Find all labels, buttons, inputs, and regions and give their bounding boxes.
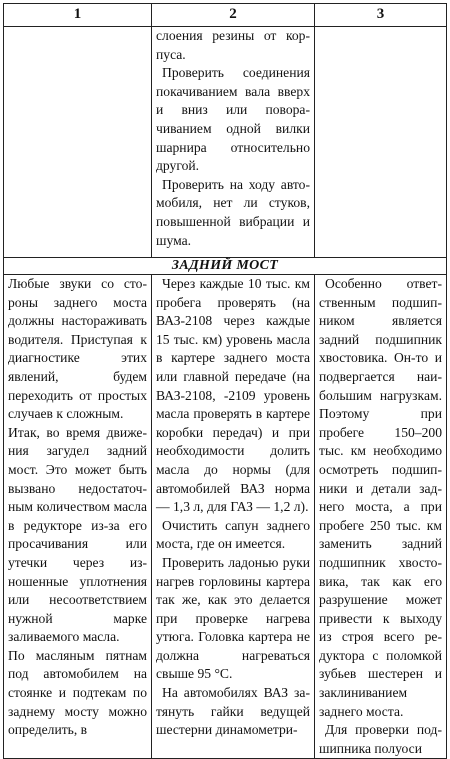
text-paragraph: Проверить соединения покачиванием вала вверх и вниз или поворачиванием одной вилки шарнира относительно другой. xyxy=(156,65,310,174)
cell-main-col-3 xyxy=(315,275,447,759)
document-page xyxy=(3,3,446,756)
cell-top-col-2 xyxy=(152,27,315,258)
cell-main-col-2 xyxy=(152,275,315,759)
table-row-rear-axle xyxy=(4,275,447,759)
text-paragraph: Через каждые 10 тыс. км пробега проверять (на ВАЗ-2108 через каждые 15 тыс. км) уровень масла в картере заднего моста или главной передаче (на ВАЗ-2108, -2109 уровень масла проверять в картере коробки передач) и при необходимости долить масла до нормы (для автомобилей ВАЗ норма — 1,3 л, для ГАЗ — 1,2 л). xyxy=(156,276,310,515)
table-header-row xyxy=(4,4,447,27)
text-paragraph: Итак, во время движения загудел задний мост. Это может быть вызвано недостаточным количеством масла в редукторе из-за его просачивания или утечки через изношенные уплотнения или несоответствием нужной марке заливаемого масла. xyxy=(8,424,147,645)
text-paragraph: На автомобилях ВАЗ затянуть гайки ведущей шестерни динамометри- xyxy=(156,685,310,738)
text-paragraph: Для проверки подшипника полуоси xyxy=(319,722,442,756)
text-paragraph: Проверить ладонью руки нагрев горловины картера так же, как это делается при проверке нагрева утюга. Головка картера не должна нагреваться свыше 95 °С. xyxy=(156,554,310,682)
cell-top-col-1 xyxy=(4,27,152,258)
maintenance-table xyxy=(3,3,447,759)
text-paragraph: По масляным пятнам под автомобилем на стоянке и подтекам по заднему мосту можно определить, в xyxy=(8,647,147,738)
cell-top-col-3 xyxy=(315,27,447,258)
header-col-2: 2 xyxy=(152,4,315,27)
text-paragraph: Особенно ответственным подшипником является задний подшипник хвостовика. Он-то и подвергается наибольшим нагрузкам. Поэтому при пробеге 150–200 тыс. км необходимо осмотреть подшипники и детали заднего моста, а при пробеге 250 тыс. км заменить задний подшипник хвостовика, так как его разрушение может привести к выходу из строя всего редуктора с поломкой зубьев шестерен и заклиниванием заднего моста. xyxy=(319,276,442,719)
header-col-3: 3 xyxy=(315,4,447,27)
text-paragraph: Очистить сапун заднего моста, где он имеется. xyxy=(156,517,310,552)
table-row-continuation xyxy=(4,27,447,258)
section-title: ЗАДНИЙ МОСТ xyxy=(4,258,447,275)
text-paragraph: Проверить на ходу автомобиля, нет ли стуков, повышенной вибрации и шума. xyxy=(156,176,310,248)
text-paragraph: Любые звуки со стороны заднего моста должны настораживать водителя. Приступая к диагностике этих явлений, будем переходить от простых случаев к сложным. xyxy=(8,276,147,422)
text-paragraph: слоения резины от корпуса. xyxy=(156,28,310,62)
section-heading-row xyxy=(4,258,447,275)
cell-main-col-1 xyxy=(4,275,152,759)
header-col-1: 1 xyxy=(4,4,152,27)
